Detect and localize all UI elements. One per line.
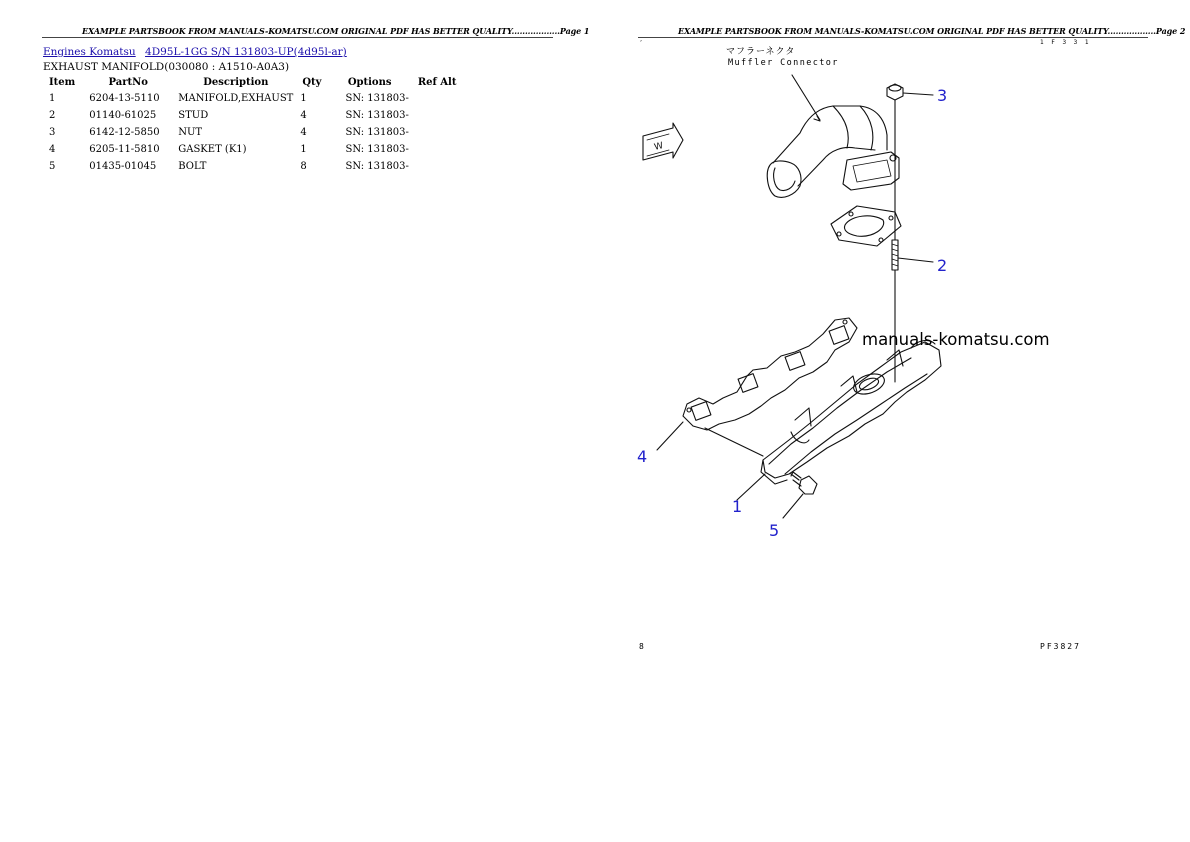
cell-ref-alt <box>412 158 463 175</box>
svg-text:W: W <box>653 141 665 153</box>
col-header-description: Description <box>203 77 269 88</box>
manifold-gasket-part <box>657 318 857 456</box>
page-footer-code: PF3827 <box>1040 642 1081 651</box>
page-header: EXAMPLE PARTSBOOK FROM MANUALS-KOMATSU.COM ORIGINAL PDF HAS BETTER QUALITY..................Page 1 <box>82 26 590 36</box>
table-header-row <box>43 76 462 90</box>
col-header-item: Item <box>49 77 76 88</box>
callout-5: 5 <box>769 521 780 540</box>
table-row <box>43 141 462 158</box>
table-row <box>43 90 462 107</box>
breadcrumb-link-model[interactable]: 4D95L-1GG S/N 131803-UP(4d95l-ar) <box>145 46 347 58</box>
cell-ref-alt <box>412 90 463 107</box>
part-label-en: Muffler Connector <box>728 58 839 68</box>
col-header-options: Options <box>347 77 392 88</box>
parts-table <box>43 76 462 175</box>
flange-gasket-part <box>831 206 901 246</box>
cell-item: 1 <box>49 93 56 104</box>
cell-qty: 4 <box>300 110 307 121</box>
exhaust-manifold-part <box>737 341 941 500</box>
cell-ref-alt <box>412 124 463 141</box>
part-label-jp: マフラーネクタ <box>726 47 796 57</box>
section-title: EXHAUST MANIFOLD(030080 : A1510-A0A3) <box>43 61 290 73</box>
cell-description: BOLT <box>178 161 207 172</box>
cell-options: SN: 131803- <box>345 110 409 121</box>
cell-options: SN: 131803- <box>345 161 409 172</box>
cell-description: GASKET (K1) <box>178 144 247 155</box>
scan-mark: 1 F 3 3 1 <box>1040 39 1091 46</box>
cell-description: MANIFOLD,EXHAUST <box>178 93 294 104</box>
callout-4: 4 <box>637 447 648 466</box>
col-header-qty: Qty <box>302 77 322 88</box>
cell-partno: 01140-61025 <box>89 110 157 121</box>
col-header-partno: PartNo <box>108 77 148 88</box>
stud-part <box>892 240 933 382</box>
watermark: manuals-komatsu.com <box>862 330 1050 349</box>
cell-partno: 6204-13-5110 <box>89 93 160 104</box>
breadcrumb-link-engines[interactable]: Engines Komatsu <box>43 46 136 58</box>
cell-partno: 01435-01045 <box>89 161 157 172</box>
cell-item: 4 <box>49 144 56 155</box>
cell-partno: 6205-11-5810 <box>89 144 160 155</box>
forward-arrow-icon <box>643 123 683 160</box>
breadcrumb <box>43 46 353 58</box>
page-footer-number: 8 <box>639 642 644 651</box>
table-row <box>43 107 462 124</box>
cell-description: STUD <box>178 110 209 121</box>
col-header-ref-alt: Ref Alt <box>417 77 457 88</box>
cell-ref-alt <box>412 107 463 124</box>
page-header: EXAMPLE PARTSBOOK FROM MANUALS-KOMATSU.COM ORIGINAL PDF HAS BETTER QUALITY..................Page 2 <box>678 26 1186 36</box>
muffler-connector-part <box>767 106 899 197</box>
cell-options: SN: 131803- <box>345 144 409 155</box>
table-row <box>43 158 462 175</box>
cell-qty: 4 <box>300 127 307 138</box>
callout-3: 3 <box>937 86 948 105</box>
callout-2: 2 <box>937 256 948 275</box>
cell-item: 3 <box>49 127 56 138</box>
cell-qty: 1 <box>300 144 307 155</box>
bolt-part <box>783 472 817 518</box>
cell-qty: 1 <box>300 93 307 104</box>
cell-description: NUT <box>178 127 203 138</box>
header-divider <box>42 37 553 38</box>
callout-1: 1 <box>732 497 743 516</box>
cell-options: SN: 131803- <box>345 93 409 104</box>
cell-qty: 8 <box>300 161 307 172</box>
cell-item: 2 <box>49 110 56 121</box>
page-2 <box>595 0 1190 842</box>
cell-ref-alt <box>412 141 463 158</box>
nut-part <box>887 84 933 240</box>
scan-mark: ’ <box>640 40 642 47</box>
cell-partno: 6142-12-5850 <box>89 127 160 138</box>
cell-item: 5 <box>49 161 56 172</box>
table-row <box>43 124 462 141</box>
cell-options: SN: 131803- <box>345 127 409 138</box>
exploded-parts-diagram <box>595 0 1190 842</box>
